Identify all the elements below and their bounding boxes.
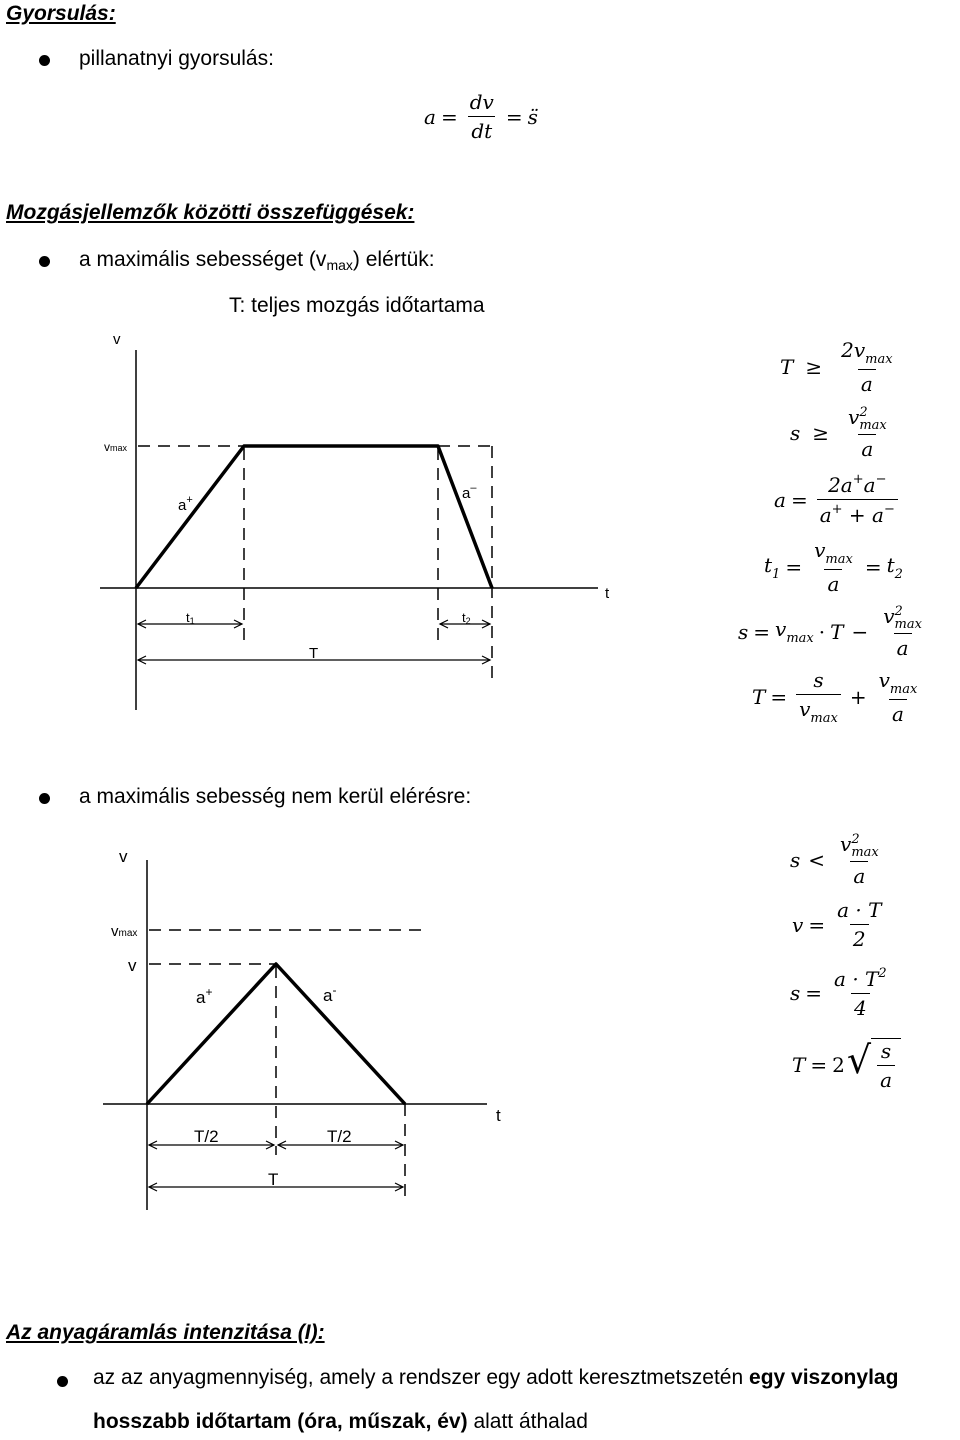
formula-t1-t2: $t_1$ = $\frac{v_{max}}{a}$ = $t_2$ (764, 538, 903, 596)
velocity-diagram-trapezoid (0, 320, 620, 720)
a-minus-label: a- (323, 983, 337, 1005)
section-title-motion: Mozgásjellemzők közötti összefüggések: (6, 201, 415, 224)
vmax-label: vmax (111, 923, 138, 940)
a-minus-label: a– (462, 482, 477, 502)
section-title-intensity: Az anyagáramlás intenzitása (I): (6, 1321, 325, 1344)
bullet-dot (39, 793, 50, 804)
total-time-note: T: teljes mozgás időtartama (229, 294, 485, 317)
bullet-dot (39, 256, 50, 267)
bullet-dot (39, 55, 50, 66)
formula-v-triangle: v = $\frac{a \cdot T}{2}$ (792, 898, 882, 951)
formula-s-triangle: s = $\frac{a \cdot T^2}{4}$ (790, 966, 887, 1020)
half-T-label-2: T/2 (327, 1127, 352, 1146)
bullet-dot (57, 1376, 68, 1387)
formula-T-trapezoid: T = $\frac{s}{v_{max}}$ + $\frac{v_{max}}{a}$ (752, 668, 918, 726)
v-label: v (128, 956, 137, 975)
intensity-definition-line2: hosszabb időtartam (óra, műszak, év) alatt áthalad (93, 1410, 588, 1433)
half-T-label-1: T/2 (194, 1127, 219, 1146)
t2-label: t2 (462, 610, 471, 626)
T-label: T (309, 645, 319, 662)
formula-s-ge: s ≥ v 2 max a (790, 404, 887, 461)
formula-acceleration: a = $\frac{dv}{dt}$ = s̈ (424, 90, 538, 143)
a-plus-label: a+ (196, 985, 213, 1007)
t-axis-label: t (496, 1106, 501, 1125)
formula-T-triangle: T = 2 √ $\frac{s}{a}$ (792, 1038, 901, 1092)
v-axis-label: v (119, 847, 128, 866)
formula-s-trapezoid: s = $v_{max}$ · T − v 2 max a (738, 603, 922, 660)
t-axis-label: t (605, 585, 610, 602)
T-label: T (268, 1170, 279, 1189)
formula-T-ge: T ≥ $\frac{2v_{max}}{a}$ (780, 338, 893, 396)
section-title-acceleration: Gyorsulás: (6, 2, 116, 25)
t1-label: t1 (186, 610, 195, 626)
v-axis-label: v (113, 331, 121, 348)
formula-a-harmonic: a = $\frac{2a^+a^-}{a^+ + a^-}$ (774, 472, 902, 527)
intensity-definition-line1: az az anyagmennyiség, amely a rendszer egy adott keresztmetszetén egy viszonylag (93, 1366, 899, 1389)
bullet-vmax-reached: a maximális sebességet (vmax) elértük: (79, 248, 435, 273)
a-plus-label: a+ (178, 494, 193, 514)
vmax-label: vmax (104, 440, 128, 454)
velocity-diagram-triangle (0, 840, 620, 1220)
formula-s-lt: s < v 2 max a (790, 831, 879, 888)
bullet-instant-acceleration: pillanatnyi gyorsulás: (79, 47, 274, 70)
bullet-vmax-not-reached: a maximális sebesség nem kerül elérésre: (79, 785, 472, 808)
